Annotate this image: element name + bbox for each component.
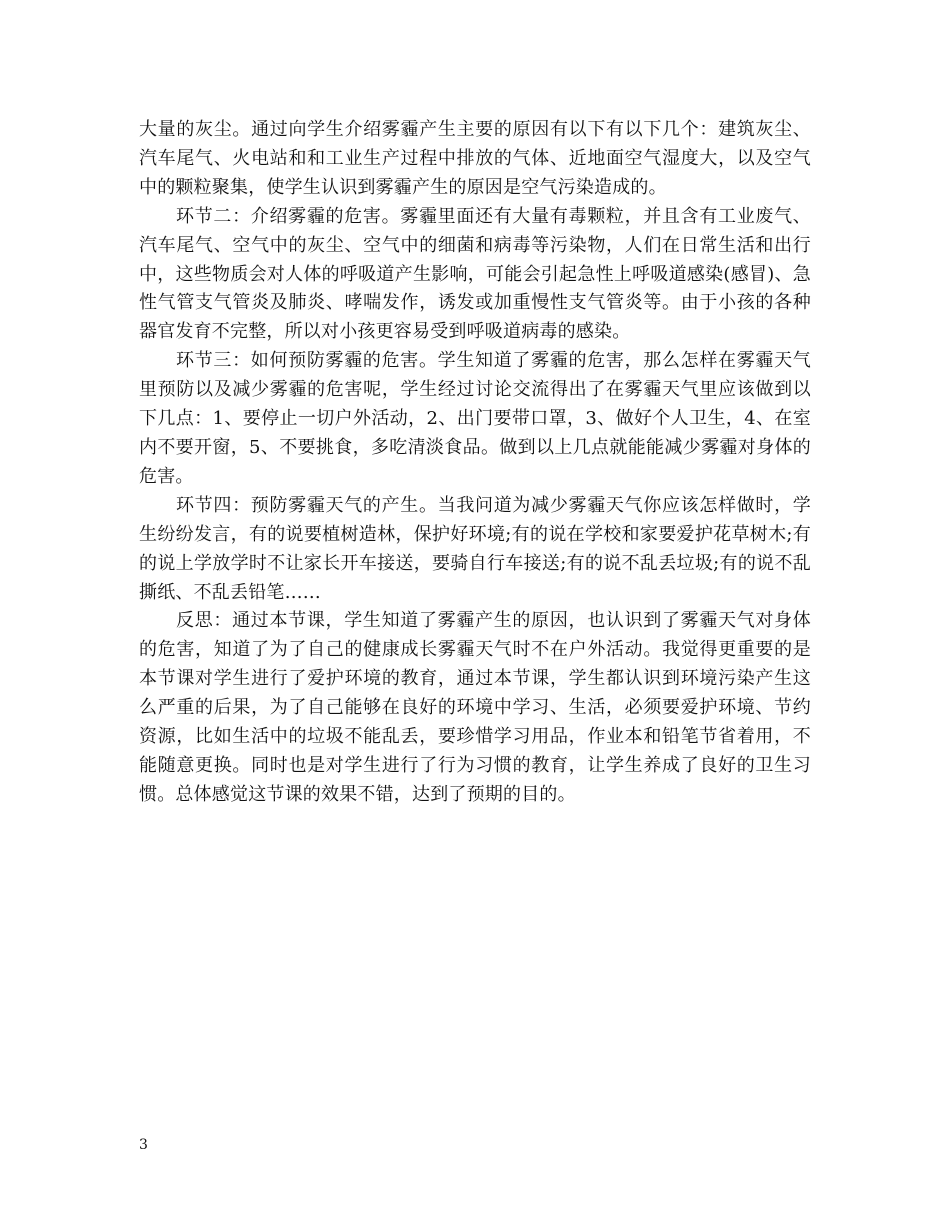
page-number: 3	[139, 1137, 148, 1153]
paragraph-4: 环节四：预防雾霾天气的产生。当我问道为减少雾霾天气你应该怎样做时，学生纷纷发言，有的说要植树造林，保护好环境;有的说在学校和家要爱护花草树木;有的说上学放学时不让家长开车接送，要骑自行车接送;有的说不乱丢垃圾;有的说不乱撕纸、不乱丢铅笔……	[139, 494, 811, 603]
paragraph-1: 大量的灰尘。通过向学生介绍雾霾产生主要的原因有以下有以下几个：建筑灰尘、汽车尾气、火电站和和工业生产过程中排放的气体、近地面空气湿度大，以及空气中的颗粒聚集，使学生认识到雾霾产生的原因是空气污染造成的。	[139, 119, 811, 198]
document-body	[139, 116, 811, 810]
paragraph-3: 环节三：如何预防雾霾的危害。学生知道了雾霾的危害，那么怎样在雾霾天气里预防以及减少雾霾的危害呢，学生经过讨论交流得出了在雾霾天气里应该做到以下几点：1、要停止一切户外活动，2、出门要带口罩，3、做好个人卫生，4、在室内不要开窗，5、不要挑食，多吃清淡食品。做到以上几点就能能减少雾霾对身体的危害。	[139, 350, 811, 487]
paragraph-5: 反思：通过本节课，学生知道了雾霾产生的原因，也认识到了雾霾天气对身体的危害，知道了为了自己的健康成长雾霾天气时不在户外活动。我觉得更重要的是本节课对学生进行了爱护环境的教育，通过本节课，学生都认识到环境污染产生这么严重的后果，为了自己能够在良好的环境中学习、生活，必须要爱护环境、节约资源，比如生活中的垃圾不能乱丢，要珍惜学习用品，作业本和铅笔节省着用，不能随意更换。同时也是对学生进行了行为习惯的教育，让学生养成了良好的卫生习惯。总体感觉这节课的效果不错，达到了预期的目的。	[139, 610, 811, 805]
paragraph-2: 环节二：介绍雾霾的危害。雾霾里面还有大量有毒颗粒，并且含有工业废气、汽车尾气、空气中的灰尘、空气中的细菌和病毒等污染物，人们在日常生活和出行中，这些物质会对人体的呼吸道产生影响，可能会引起急性上呼吸道感染(感冒)、急性气管支气管炎及肺炎、哮喘发作，诱发或加重慢性支气管炎等。由于小孩的各种器官发育不完整，所以对小孩更容易受到呼吸道病毒的感染。	[139, 205, 811, 343]
